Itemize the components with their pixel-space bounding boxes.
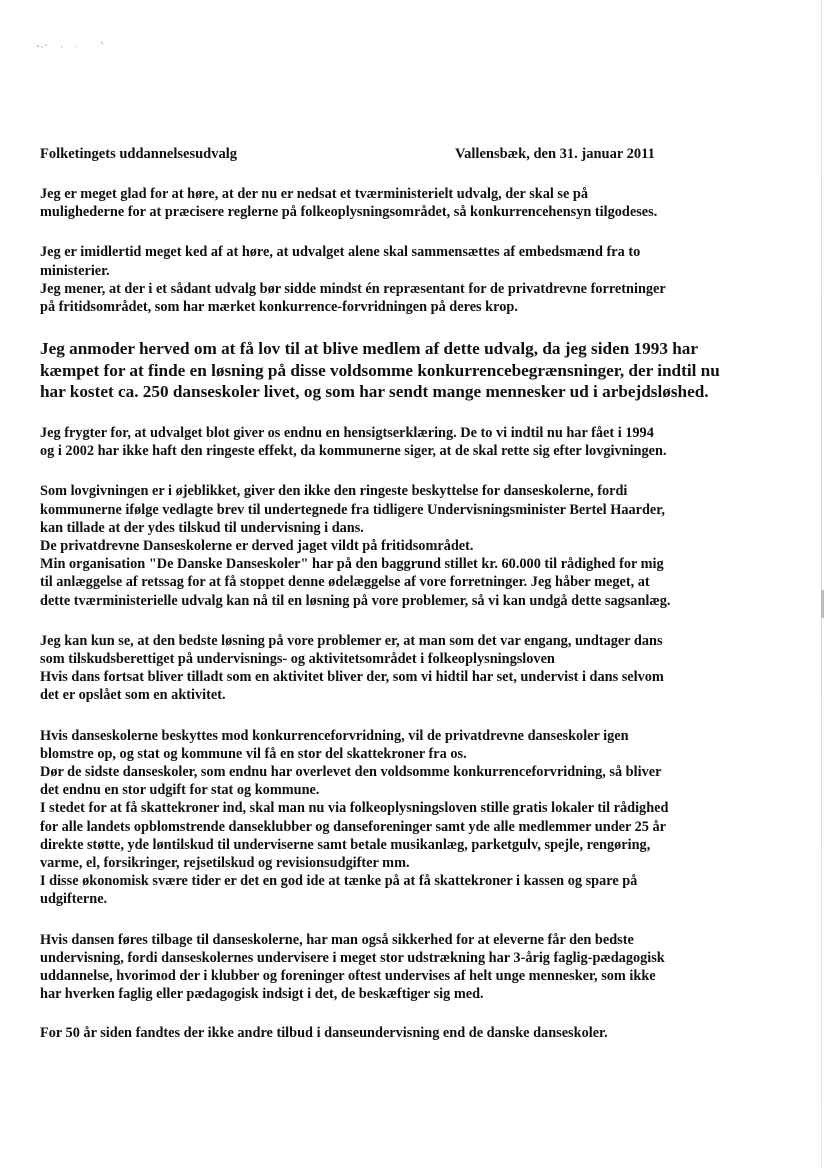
text-line: uddannelse, hvorimod der i klubber og foreninger oftest undervises af helt unge mennesker, som ikke xyxy=(40,968,656,985)
text-line: har hverken faglig eller pædagogisk indsigt i det, de beskæftiger sig med. xyxy=(40,986,484,1003)
text-line: I disse økonomisk svære tider er det en god ide at tænke på at få skattekroner i kassen og spare på xyxy=(40,873,638,890)
paragraph-7 xyxy=(40,727,800,909)
text-line: Jeg kan kun se, at den bedste løsning på vore problemer er, at man som det var engang, undtager dans xyxy=(40,632,663,649)
letter-body xyxy=(40,185,800,1065)
paragraph-4 xyxy=(40,424,800,460)
text-line: som tilskudsberettiget på undervisnings- og aktivitetsområdet i folkeoplysningsloven xyxy=(40,651,555,668)
text-line: det endnu en stor udgift for stat og kommune. xyxy=(40,782,320,799)
text-line: Jeg er meget glad for at høre, at der nu er nedsat et tværministerielt udvalg, der skal se på xyxy=(40,186,588,202)
paragraph-8 xyxy=(40,931,800,1004)
text-line: dette tværministerielle udvalg kan nå til en løsning på vore problemer, så vi kan undgå dette sagsanlæg. xyxy=(40,592,671,609)
text-line: varme, el, forsikringer, rejsetilskud og revisionsudgifter mm. xyxy=(40,855,410,872)
text-line: Jeg anmoder herved om at få lov til at blive medlem af dette udvalg, da jeg siden 1993 har xyxy=(40,339,699,359)
text-line: har kostet ca. 250 danseskoler livet, og som har sendt mange mennesker ud i arbejdsløshed. xyxy=(40,382,709,402)
text-line: det er opslået som en aktivitet. xyxy=(40,687,226,704)
text-line: Hvis dansen føres tilbage til danseskolerne, har man også sikkerhed for at eleverne får den bedste xyxy=(40,931,634,948)
text-line: kan tillade at der ydes tilskud til undervisning i dans. xyxy=(40,519,364,536)
text-line: kommunerne ifølge vedlagte brev til undertegnede fra tidligere Undervisningsminister Bertel Haarder, xyxy=(40,501,665,518)
text-line: direkte støtte, yde løntilskud til underviserne samt betale musikanlæg, parketgulv, spejle, rengøring, xyxy=(40,836,651,853)
paragraph-5 xyxy=(40,482,800,609)
scan-right-edge xyxy=(821,0,822,1168)
text-line: For 50 år siden fandtes der ikke andre tilbud i danseundervisning end de danske danseskoler. xyxy=(40,1025,608,1042)
text-line: Hvis danseskolerne beskyttes mod konkurrenceforvridning, vil de privatdrevne danseskoler igen xyxy=(40,727,629,744)
text-line: undervisning, fordi danseskolernes undervisere i meget stor udstrækning har 3-årig faglig-pædagogisk xyxy=(40,949,665,966)
paragraph-3-request xyxy=(40,338,800,403)
scan-edge-mark xyxy=(821,590,824,618)
paragraph-9 xyxy=(40,1024,800,1042)
text-line: til anlæggelse af retssag for at få stoppet denne ødelæggelse af vore forretninger. Jeg håber meget, at xyxy=(40,574,650,591)
text-line: Hvis dans fortsat bliver tilladt som en aktivitet bliver der, som vi hidtil har set, undervist i dans selvom xyxy=(40,669,664,686)
text-line: Jeg er imidlertid meget ked af at høre, at udvalget alene skal sammensættes af embedsmænd fra to xyxy=(40,244,641,261)
scan-specks-mark xyxy=(36,38,116,52)
text-line: på fritidsområdet, som har mærket konkurrence-forvridningen på deres krop. xyxy=(40,299,518,316)
text-line: og i 2002 har ikke haft den ringeste effekt, da kommunerne siger, at de skal rette sig efter lovgivningen. xyxy=(40,443,667,460)
text-line: ministerier. xyxy=(40,262,110,279)
recipient: Folketingets uddannelsesudvalg xyxy=(40,146,238,162)
place-date: Vallensbæk, den 31. januar 2011 xyxy=(455,146,655,162)
text-line: kæmpet for at finde en løsning på disse voldsomme konkurrencebegrænsninger, der indtil nu xyxy=(40,360,720,380)
paragraph-1 xyxy=(40,185,800,221)
text-line: udgifterne. xyxy=(40,891,108,908)
paragraph-2 xyxy=(40,243,800,316)
text-line: Min organisation "De Danske Danseskoler" har på den baggrund stillet kr. 60.000 til rådighed for mig xyxy=(40,556,664,573)
text-line: De privatdrevne Danseskolerne er derved jaget vildt på fritidsområdet. xyxy=(40,538,474,555)
letter-header xyxy=(40,146,690,166)
text-line: Jeg frygter for, at udvalget blot giver os endnu en hensigtserklæring. De to vi indtil nu har fået i 1994 xyxy=(40,425,654,441)
text-line: blomstre op, og stat og kommune vil få en stor del skattekroner fra os. xyxy=(40,745,467,762)
text-line: mulighederne for at præcisere reglerne på folkeoplysningsområdet, så konkurrencehensyn tilgodeses. xyxy=(40,204,658,221)
text-line: for alle landets opblomstrende danseklubber og danseforeninger samt yde alle medlemmer under 25 år xyxy=(40,818,667,835)
text-line: Dør de sidste danseskoler, som endnu har overlevet den voldsomme konkurrenceforvridning, så bliver xyxy=(40,764,662,781)
text-line: Jeg mener, at der i et sådant udvalg bør sidde mindst én repræsentant for de privatdrevne forretninger xyxy=(40,280,666,297)
text-line: Som lovgivningen er i øjeblikket, giver den ikke den ringeste beskyttelse for danseskolerne, fordi xyxy=(40,483,628,500)
paragraph-6 xyxy=(40,632,800,705)
text-line: I stedet for at få skattekroner ind, skal man nu via folkeoplysningsloven stille gratis lokaler til rådighed xyxy=(40,800,669,817)
